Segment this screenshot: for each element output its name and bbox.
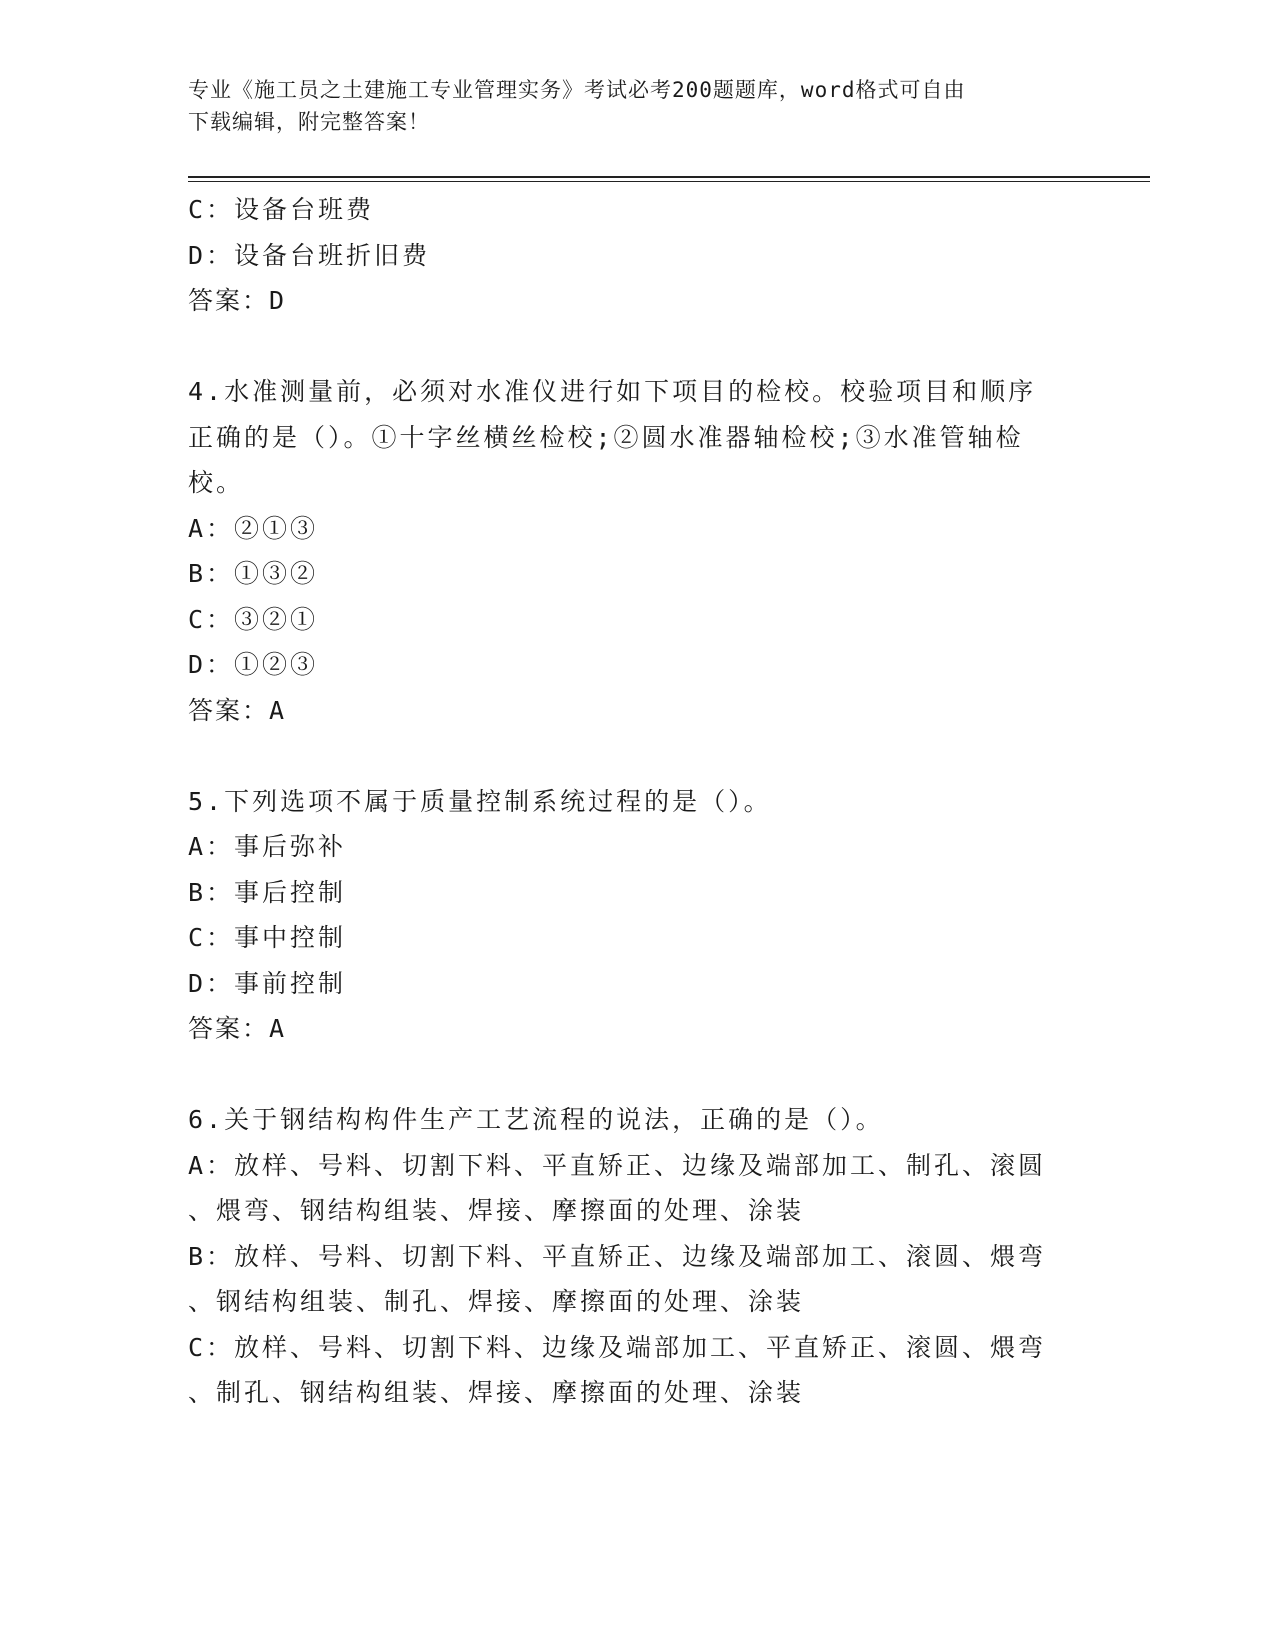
- question-list: [188, 187, 1088, 1416]
- question-5: [188, 779, 1088, 1052]
- answer-label: 答案：D: [188, 286, 287, 315]
- header-divider: [188, 176, 1150, 178]
- option-d: D：设备台班折旧费: [188, 240, 431, 270]
- header-line: 专业《施工员之土建施工专业管理实务》考试必考200题题库，word格式可自由: [188, 78, 966, 102]
- option-b-continued: 、钢结构组装、制孔、焊接、摩擦面的处理、涂装: [188, 1287, 805, 1316]
- option-c-continued: 、制孔、钢结构组装、焊接、摩擦面的处理、涂装: [188, 1378, 805, 1407]
- option-b: B：放样、号料、切割下料、平直矫正、边缘及端部加工、滚圆、煨弯: [188, 1241, 1047, 1271]
- question-3-tail: [188, 187, 1088, 324]
- option-a: A：②①③: [188, 513, 319, 543]
- document-header: [188, 74, 1068, 138]
- question-6: [188, 1097, 1088, 1416]
- answer-label: 答案：A: [188, 1014, 287, 1043]
- option-a: A：事后弥补: [188, 832, 347, 861]
- option-a: A：放样、号料、切割下料、平直矫正、边缘及端部加工、制孔、滚圆: [188, 1150, 1047, 1180]
- question-text: 校。: [188, 468, 245, 497]
- question-text: 6.关于钢结构构件生产工艺流程的说法，正确的是（）。: [188, 1105, 884, 1134]
- question-text: 5.下列选项不属于质量控制系统过程的是（）。: [188, 786, 772, 816]
- question-text: 4.水准测量前，必须对水准仪进行如下项目的检校。校验项目和顺序: [188, 377, 1037, 406]
- option-c: C：放样、号料、切割下料、边缘及端部加工、平直矫正、滚圆、煨弯: [188, 1332, 1047, 1362]
- answer-label: 答案：A: [188, 695, 287, 725]
- option-d: D：①②③: [188, 650, 319, 679]
- question-text: 正确的是（）。①十字丝横丝检校;②圆水准器轴检校;③水准管轴检: [188, 422, 1024, 452]
- option-d: D：事前控制: [188, 968, 347, 998]
- header-divider-thin: [188, 181, 1150, 182]
- option-c: C：设备台班费: [188, 195, 375, 224]
- header-line: 下载编辑，附完整答案！: [188, 110, 430, 134]
- option-c: C：③②①: [188, 604, 319, 634]
- option-b: B：事后控制: [188, 877, 347, 907]
- option-a-continued: 、煨弯、钢结构组装、焊接、摩擦面的处理、涂装: [188, 1196, 805, 1225]
- option-b: B：①③②: [188, 559, 319, 588]
- question-4: [188, 369, 1088, 733]
- option-c: C：事中控制: [188, 923, 347, 952]
